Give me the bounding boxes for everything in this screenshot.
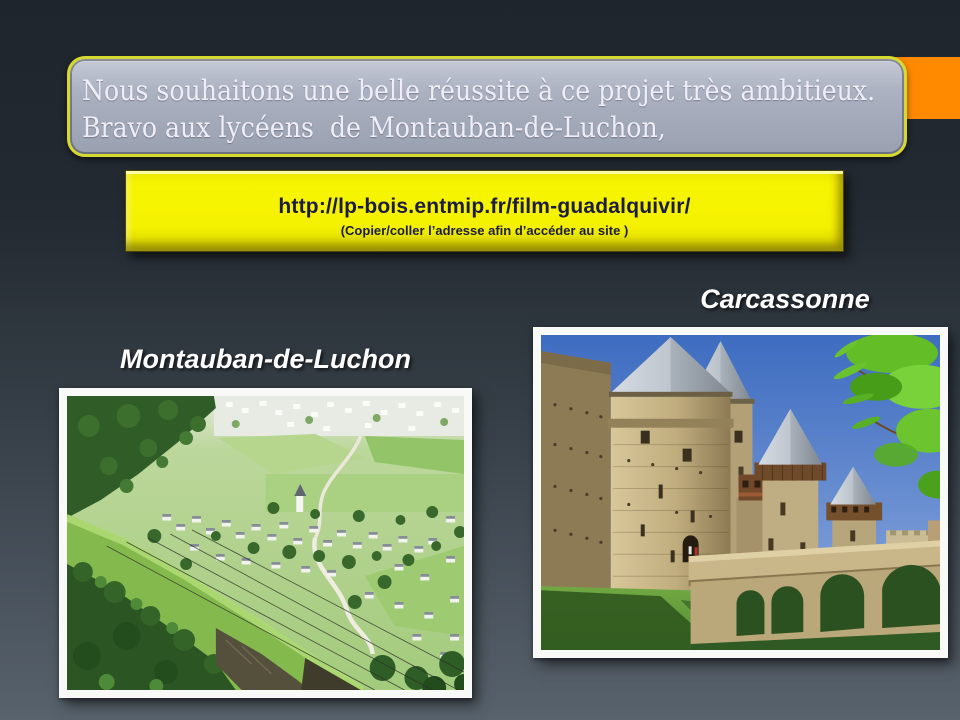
title-banner-text [82, 72, 875, 146]
montauban-photo [59, 388, 472, 698]
banner-line-1: Nous souhaitons une belle réussite à ce projet très ambitieux. [82, 74, 876, 107]
url-link-text[interactable]: http://lp-bois.entmip.fr/film-guadalquivir/ [278, 195, 691, 218]
url-copy-note: (Copier/coller l’adresse afin d’accéder au site ) [340, 223, 629, 238]
carcassonne-photo [533, 327, 948, 658]
url-box[interactable] [125, 170, 844, 252]
montauban-photo-illustration [67, 396, 464, 690]
title-banner [67, 56, 907, 157]
carcassonne-photo-illustration [541, 335, 940, 650]
carcassonne-caption: Carcassonne [700, 284, 870, 314]
banner-line-2: Bravo aux lycéens de Montauban-de-Luchon, [82, 111, 666, 144]
montauban-caption: Montauban-de-Luchon [120, 344, 411, 374]
